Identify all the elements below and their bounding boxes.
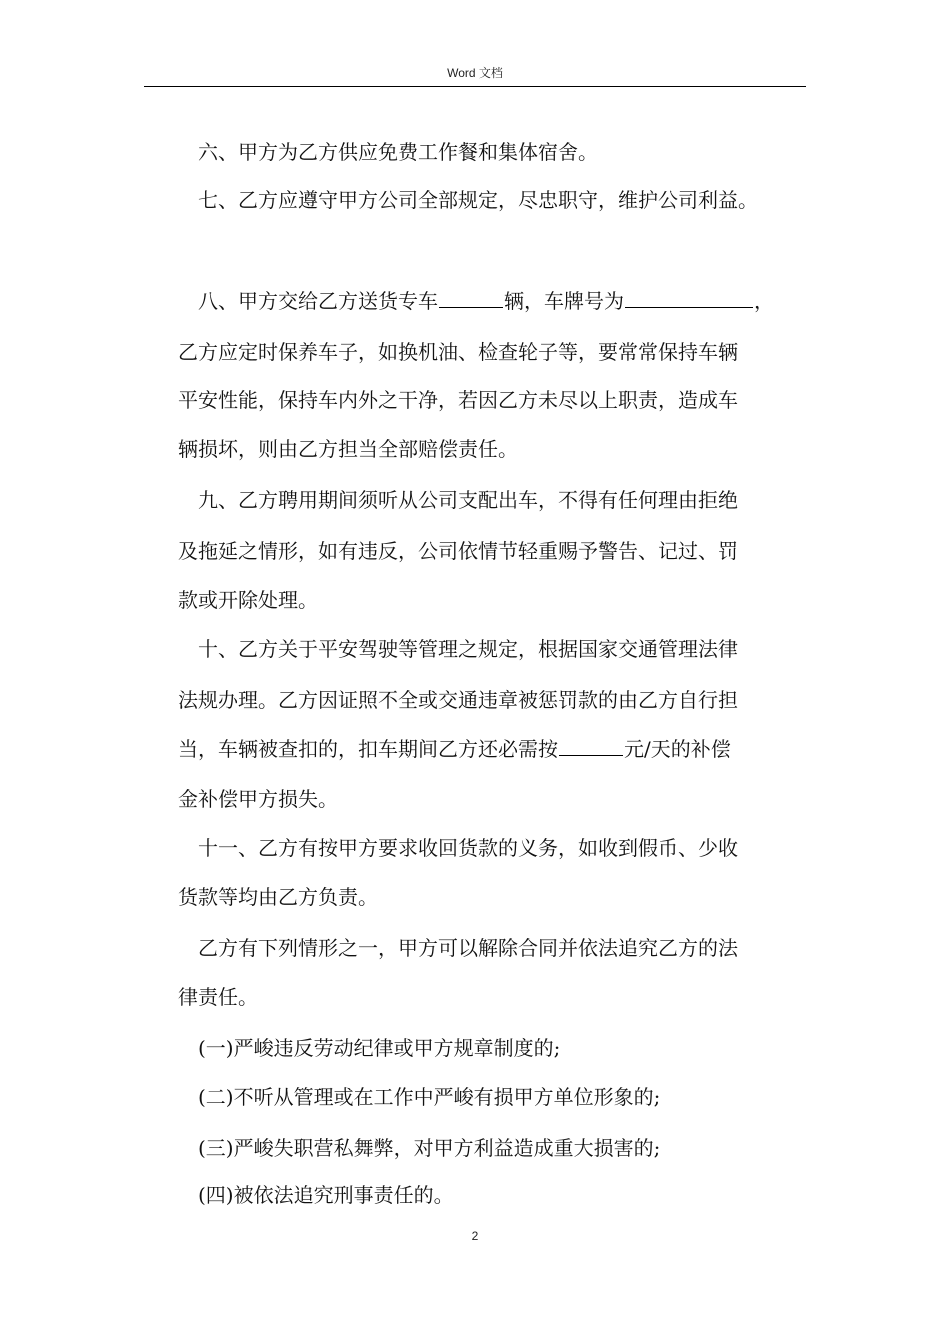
clause-8-text-a: 八、甲方交给乙方送货专车 [198,289,438,313]
clause-7: 七、乙方应遵守甲方公司全部规定，尽忠职守，维护公司利益。 [198,188,758,212]
clause-6: 六、甲方为乙方供应免费工作餐和集体宿舍。 [198,140,598,164]
clause-9-line-2: 及拖延之情形，如有违反，公司依情节轻重赐予警告、记过、罚 [178,539,738,563]
clause-8-line-2: 乙方应定时保养车子，如换机油、检查轮子等，要常常保持车辆 [178,340,738,364]
page-number: 2 [471,1229,479,1243]
clause-9-line-3: 款或开除处理。 [178,588,318,612]
clause-10-line-1: 十、乙方关于平安驾驶等管理之规定，根据国家交通管理法律 [198,637,738,661]
termination-item-1: (一)严峻违反劳动纪律或甲方规章制度的; [198,1036,561,1060]
clause-10-line-4: 金补偿甲方损失。 [178,787,338,811]
clause-8-line-4: 辆损坏，则由乙方担当全部赔偿责任。 [178,437,518,461]
clause-8-text-c: ， [754,289,774,313]
clause-10-text-b: 元/天的补偿 [624,737,731,761]
clause-8-line-1 [198,287,774,315]
header-divider [144,86,806,87]
daily-compensation-blank[interactable] [559,735,623,756]
clause-11-line-1: 十一、乙方有按甲方要求收回货款的义务，如收到假币、少收 [198,836,738,860]
clause-10-text-a: 当，车辆被查扣的，扣车期间乙方还必需按 [178,737,558,761]
page-header: Word 文档 [447,66,503,80]
clause-10-line-2: 法规办理。乙方因证照不全或交通违章被惩罚款的由乙方自行担 [178,688,738,712]
termination-item-2: (二)不听从管理或在工作中严峻有损甲方单位形象的; [198,1085,661,1109]
termination-line-2: 律责任。 [178,985,258,1009]
termination-line-1: 乙方有下列情形之一，甲方可以解除合同并依法追究乙方的法 [198,936,738,960]
vehicle-count-blank[interactable] [439,287,503,308]
termination-item-4: (四)被依法追究刑事责任的。 [198,1183,454,1207]
clause-9-line-1: 九、乙方聘用期间须听从公司支配出车，不得有任何理由拒绝 [198,488,738,512]
license-plate-blank[interactable] [625,287,753,308]
clause-8-line-3: 平安性能，保持车内外之干净，若因乙方未尽以上职责，造成车 [178,388,738,412]
clause-8-text-b: 辆，车牌号为 [504,289,624,313]
termination-item-3: (三)严峻失职营私舞弊，对甲方利益造成重大损害的; [198,1136,661,1160]
clause-11-line-2: 货款等均由乙方负责。 [178,885,378,909]
clause-10-line-3 [178,735,731,763]
